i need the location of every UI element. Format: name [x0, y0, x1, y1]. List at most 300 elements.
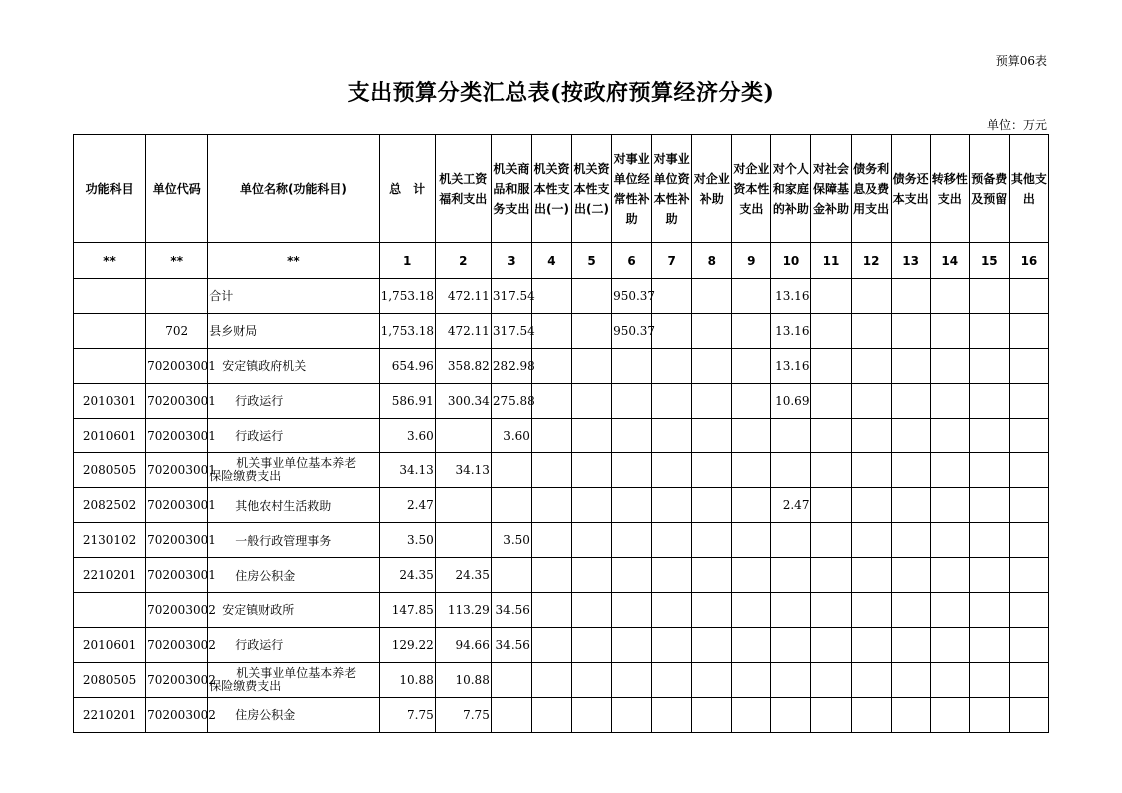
amount-cell: [612, 697, 652, 732]
amount-cell: 34.56: [491, 593, 531, 628]
amount-cell: [771, 697, 811, 732]
amount-cell: [732, 558, 771, 593]
amount-cell: [891, 383, 930, 418]
amount-cell: [891, 279, 930, 314]
unit-name-cell: 合计: [208, 279, 379, 314]
header-col-15: 预备费及预留: [969, 135, 1009, 243]
index-cell: 12: [851, 243, 891, 279]
amount-cell: [771, 662, 811, 697]
index-cell: 13: [891, 243, 930, 279]
func-code-cell: 2010601: [74, 627, 146, 662]
amount-cell: [891, 593, 930, 628]
amount-cell: 10.69: [771, 383, 811, 418]
amount-cell: [732, 383, 771, 418]
amount-cell: 34.56: [491, 627, 531, 662]
unit-code-cell: 702003002: [146, 662, 208, 697]
amount-cell: [1009, 383, 1048, 418]
table-row: [74, 697, 1049, 732]
unit-code-cell: 702003002: [146, 697, 208, 732]
amount-cell: [732, 662, 771, 697]
amount-cell: [531, 418, 571, 453]
amount-cell: [652, 488, 692, 523]
unit-name-cell: 行政运行: [208, 627, 379, 662]
unit-name-cell: 行政运行: [208, 383, 379, 418]
amount-cell: [612, 523, 652, 558]
amount-cell: [732, 627, 771, 662]
amount-cell: [652, 627, 692, 662]
amount-cell: [969, 593, 1009, 628]
header-col-5: 机关资本性支出(二): [571, 135, 611, 243]
index-cell: **: [74, 243, 146, 279]
amount-cell: [891, 558, 930, 593]
amount-cell: [969, 697, 1009, 732]
amount-cell: 950.37: [612, 279, 652, 314]
amount-cell: [732, 697, 771, 732]
amount-cell: [652, 348, 692, 383]
amount-cell: [811, 279, 851, 314]
table-row: [74, 627, 1049, 662]
func-code-cell: [74, 279, 146, 314]
amount-cell: 13.16: [771, 279, 811, 314]
amount-cell: [930, 453, 969, 488]
unit-name-cell: 住房公积金: [208, 558, 379, 593]
amount-cell: [851, 488, 891, 523]
amount-cell: [571, 453, 611, 488]
unit-name-cell: 安定镇财政所: [208, 593, 379, 628]
header-col-3: 机关商品和服务支出: [491, 135, 531, 243]
amount-cell: [891, 488, 930, 523]
table-row: [74, 453, 1049, 488]
amount-cell: [851, 593, 891, 628]
amount-cell: [811, 627, 851, 662]
amount-cell: [571, 348, 611, 383]
func-code-cell: 2082502: [74, 488, 146, 523]
amount-cell: 3.50: [491, 523, 531, 558]
total-cell: 586.91: [379, 383, 435, 418]
amount-cell: [930, 523, 969, 558]
amount-cell: [612, 348, 652, 383]
amount-cell: 472.11: [435, 279, 491, 314]
amount-cell: [571, 313, 611, 348]
amount-cell: [692, 558, 732, 593]
unit-code-cell: [146, 279, 208, 314]
table-row: [74, 558, 1049, 593]
total-cell: 129.22: [379, 627, 435, 662]
amount-cell: [652, 453, 692, 488]
amount-cell: [811, 593, 851, 628]
amount-cell: [1009, 279, 1048, 314]
index-cell: 10: [771, 243, 811, 279]
amount-cell: [571, 383, 611, 418]
amount-cell: [571, 662, 611, 697]
amount-cell: [811, 348, 851, 383]
amount-cell: [692, 697, 732, 732]
amount-cell: [692, 348, 732, 383]
header-col-11: 对社会保障基金补助: [811, 135, 851, 243]
amount-cell: [771, 418, 811, 453]
amount-cell: 2.47: [771, 488, 811, 523]
unit-label: 单位：万元: [986, 118, 1047, 132]
index-cell: 1: [379, 243, 435, 279]
amount-cell: [612, 488, 652, 523]
amount-cell: [612, 383, 652, 418]
index-cell: **: [208, 243, 379, 279]
amount-cell: [571, 627, 611, 662]
amount-cell: [930, 593, 969, 628]
index-cell: 11: [811, 243, 851, 279]
amount-cell: [1009, 488, 1048, 523]
amount-cell: [891, 662, 930, 697]
unit-code-cell: 702003001: [146, 558, 208, 593]
func-code-cell: 2210201: [74, 697, 146, 732]
unit-code-cell: 702003001: [146, 418, 208, 453]
func-code-cell: [74, 348, 146, 383]
amount-cell: [1009, 418, 1048, 453]
amount-cell: [1009, 662, 1048, 697]
amount-cell: [732, 453, 771, 488]
amount-cell: [851, 418, 891, 453]
table-row: [74, 488, 1049, 523]
amount-cell: [612, 593, 652, 628]
func-code-cell: [74, 593, 146, 628]
amount-cell: [531, 348, 571, 383]
header-row: [74, 135, 1049, 243]
amount-cell: [692, 313, 732, 348]
index-cell: 3: [491, 243, 531, 279]
amount-cell: [851, 383, 891, 418]
amount-cell: [612, 453, 652, 488]
amount-cell: [811, 523, 851, 558]
index-cell: 9: [732, 243, 771, 279]
amount-cell: 472.11: [435, 313, 491, 348]
amount-cell: [612, 418, 652, 453]
amount-cell: 13.16: [771, 313, 811, 348]
header-col-8: 对企业补助: [692, 135, 732, 243]
amount-cell: [811, 488, 851, 523]
amount-cell: [531, 313, 571, 348]
amount-cell: [930, 697, 969, 732]
index-cell: 15: [969, 243, 1009, 279]
unit-code-cell: 702003002: [146, 627, 208, 662]
func-code-cell: 2080505: [74, 453, 146, 488]
amount-cell: [531, 697, 571, 732]
func-code-cell: 2080505: [74, 662, 146, 697]
amount-cell: [531, 279, 571, 314]
table-row: [74, 313, 1049, 348]
header-name: 单位名称(功能科目): [208, 135, 379, 243]
amount-cell: [692, 488, 732, 523]
unit-name-cell: [208, 662, 379, 697]
table-row: [74, 348, 1049, 383]
total-cell: 147.85: [379, 593, 435, 628]
index-cell: **: [146, 243, 208, 279]
amount-cell: [969, 627, 1009, 662]
amount-cell: [1009, 453, 1048, 488]
amount-cell: 317.54: [491, 313, 531, 348]
amount-cell: 358.82: [435, 348, 491, 383]
header-col-14: 转移性支出: [930, 135, 969, 243]
amount-cell: [811, 313, 851, 348]
amount-cell: [851, 627, 891, 662]
unit-code-cell: 702003001: [146, 523, 208, 558]
amount-cell: [491, 558, 531, 593]
amount-cell: [491, 697, 531, 732]
amount-cell: [969, 523, 1009, 558]
amount-cell: [571, 558, 611, 593]
amount-cell: [969, 313, 1009, 348]
amount-cell: [1009, 348, 1048, 383]
func-code-cell: 2010301: [74, 383, 146, 418]
unit-name-cell: 其他农村生活救助: [208, 488, 379, 523]
amount-cell: [811, 697, 851, 732]
amount-cell: [652, 697, 692, 732]
amount-cell: 275.88: [491, 383, 531, 418]
total-cell: 24.35: [379, 558, 435, 593]
amount-cell: [732, 348, 771, 383]
index-cell: 14: [930, 243, 969, 279]
amount-cell: [811, 383, 851, 418]
amount-cell: [732, 523, 771, 558]
amount-cell: [531, 523, 571, 558]
amount-cell: [652, 313, 692, 348]
amount-cell: [652, 418, 692, 453]
table-row: [74, 662, 1049, 697]
amount-cell: [930, 662, 969, 697]
amount-cell: [1009, 593, 1048, 628]
table-row: [74, 383, 1049, 418]
amount-cell: [531, 662, 571, 697]
amount-cell: [435, 488, 491, 523]
amount-cell: [851, 313, 891, 348]
amount-cell: [732, 313, 771, 348]
amount-cell: 282.98: [491, 348, 531, 383]
amount-cell: [531, 558, 571, 593]
amount-cell: [1009, 558, 1048, 593]
header-col-4: 机关资本性支出(一): [531, 135, 571, 243]
func-code-cell: [74, 313, 146, 348]
amount-cell: [692, 453, 732, 488]
amount-cell: [811, 558, 851, 593]
amount-cell: [891, 627, 930, 662]
amount-cell: 317.54: [491, 279, 531, 314]
header-col-12: 债务利息及费用支出: [851, 135, 891, 243]
amount-cell: [531, 593, 571, 628]
unit-name-cell: [208, 453, 379, 488]
unit-code-cell: 702003001: [146, 488, 208, 523]
amount-cell: [652, 383, 692, 418]
amount-cell: [612, 627, 652, 662]
unit-name-line1: 机关事业单位基本养老: [236, 456, 357, 471]
amount-cell: [571, 523, 611, 558]
amount-cell: [612, 662, 652, 697]
unit-name-cell: 一般行政管理事务: [208, 523, 379, 558]
amount-cell: [930, 627, 969, 662]
unit-name-cell: 住房公积金: [208, 697, 379, 732]
amount-cell: [930, 313, 969, 348]
index-cell: 7: [652, 243, 692, 279]
amount-cell: [652, 558, 692, 593]
amount-cell: [851, 279, 891, 314]
amount-cell: [692, 279, 732, 314]
amount-cell: [435, 418, 491, 453]
index-cell: 4: [531, 243, 571, 279]
amount-cell: [531, 453, 571, 488]
amount-cell: [930, 488, 969, 523]
amount-cell: [491, 662, 531, 697]
unit-code-cell: 702003002: [146, 593, 208, 628]
total-cell: 2.47: [379, 488, 435, 523]
amount-cell: [732, 593, 771, 628]
amount-cell: [571, 418, 611, 453]
table-row: [74, 418, 1049, 453]
total-cell: 654.96: [379, 348, 435, 383]
amount-cell: [652, 279, 692, 314]
total-cell: 1,753.18: [379, 313, 435, 348]
form-number: 预算06表: [995, 54, 1047, 68]
amount-cell: [771, 593, 811, 628]
header-col-6: 对事业单位经常性补助: [612, 135, 652, 243]
amount-cell: [811, 453, 851, 488]
amount-cell: 3.60: [491, 418, 531, 453]
amount-cell: [851, 348, 891, 383]
unit-code-cell: 702003001: [146, 348, 208, 383]
func-code-cell: 2010601: [74, 418, 146, 453]
amount-cell: [851, 558, 891, 593]
amount-cell: [531, 488, 571, 523]
amount-cell: [851, 662, 891, 697]
amount-cell: [692, 627, 732, 662]
header-col-13: 债务还本支出: [891, 135, 930, 243]
total-cell: 3.60: [379, 418, 435, 453]
func-code-cell: 2210201: [74, 558, 146, 593]
amount-cell: [771, 627, 811, 662]
amount-cell: [732, 418, 771, 453]
amount-cell: 300.34: [435, 383, 491, 418]
amount-cell: [891, 453, 930, 488]
amount-cell: [692, 383, 732, 418]
header-total: 总 计: [379, 135, 435, 243]
amount-cell: 10.88: [435, 662, 491, 697]
amount-cell: [969, 662, 1009, 697]
unit-name-line1: 机关事业单位基本养老: [236, 665, 357, 680]
amount-cell: [1009, 313, 1048, 348]
amount-cell: [1009, 627, 1048, 662]
amount-cell: [435, 523, 491, 558]
amount-cell: [692, 523, 732, 558]
amount-cell: [771, 558, 811, 593]
amount-cell: [692, 662, 732, 697]
unit-code-cell: 702003001: [146, 383, 208, 418]
amount-cell: [491, 488, 531, 523]
page-title: 支出预算分类汇总表(按政府预算经济分类): [347, 80, 775, 106]
unit-name-cell: 安定镇政府机关: [208, 348, 379, 383]
amount-cell: [1009, 523, 1048, 558]
amount-cell: [930, 418, 969, 453]
header-col-10: 对个人和家庭的补助: [771, 135, 811, 243]
amount-cell: [969, 279, 1009, 314]
amount-cell: 24.35: [435, 558, 491, 593]
header-col-16: 其他支出: [1009, 135, 1048, 243]
amount-cell: [771, 453, 811, 488]
total-cell: 1,753.18: [379, 279, 435, 314]
amount-cell: [851, 523, 891, 558]
unit-name-cell: 县乡财局: [208, 313, 379, 348]
unit-name-cell: 行政运行: [208, 418, 379, 453]
table-row: [74, 523, 1049, 558]
amount-cell: [969, 348, 1009, 383]
amount-cell: 94.66: [435, 627, 491, 662]
amount-cell: [771, 523, 811, 558]
index-row: [74, 243, 1049, 279]
amount-cell: [1009, 697, 1048, 732]
amount-cell: [652, 523, 692, 558]
amount-cell: [969, 418, 1009, 453]
amount-cell: [930, 279, 969, 314]
amount-cell: [891, 523, 930, 558]
amount-cell: [891, 697, 930, 732]
total-cell: 7.75: [379, 697, 435, 732]
amount-cell: [732, 488, 771, 523]
budget-table: [73, 134, 1049, 733]
amount-cell: [930, 558, 969, 593]
amount-cell: 7.75: [435, 697, 491, 732]
func-code-cell: 2130102: [74, 523, 146, 558]
index-cell: 6: [612, 243, 652, 279]
amount-cell: [930, 348, 969, 383]
amount-cell: [692, 418, 732, 453]
amount-cell: [891, 418, 930, 453]
amount-cell: [571, 593, 611, 628]
amount-cell: [969, 383, 1009, 418]
amount-cell: [811, 662, 851, 697]
amount-cell: [969, 488, 1009, 523]
unit-name-line2: 保险缴费支出: [209, 678, 282, 693]
header-func: 功能科目: [74, 135, 146, 243]
header-col-9: 对企业资本性支出: [732, 135, 771, 243]
amount-cell: [531, 383, 571, 418]
amount-cell: [571, 488, 611, 523]
header-col-2: 机关工资福利支出: [435, 135, 491, 243]
header-col-7: 对事业单位资本性补助: [652, 135, 692, 243]
index-cell: 8: [692, 243, 732, 279]
amount-cell: 950.37: [612, 313, 652, 348]
amount-cell: [612, 558, 652, 593]
table-row: [74, 279, 1049, 314]
amount-cell: [811, 418, 851, 453]
amount-cell: 113.29: [435, 593, 491, 628]
unit-code-cell: 702: [146, 313, 208, 348]
header-code: 单位代码: [146, 135, 208, 243]
amount-cell: 34.13: [435, 453, 491, 488]
table-row: [74, 593, 1049, 628]
amount-cell: [891, 348, 930, 383]
index-cell: 16: [1009, 243, 1048, 279]
amount-cell: [491, 453, 531, 488]
unit-name-line2: 保险缴费支出: [209, 469, 282, 484]
amount-cell: [732, 279, 771, 314]
amount-cell: [652, 662, 692, 697]
index-cell: 2: [435, 243, 491, 279]
total-cell: 34.13: [379, 453, 435, 488]
amount-cell: [891, 313, 930, 348]
amount-cell: [652, 593, 692, 628]
amount-cell: [851, 697, 891, 732]
amount-cell: [531, 627, 571, 662]
amount-cell: 13.16: [771, 348, 811, 383]
index-cell: 5: [571, 243, 611, 279]
amount-cell: [930, 383, 969, 418]
amount-cell: [969, 453, 1009, 488]
